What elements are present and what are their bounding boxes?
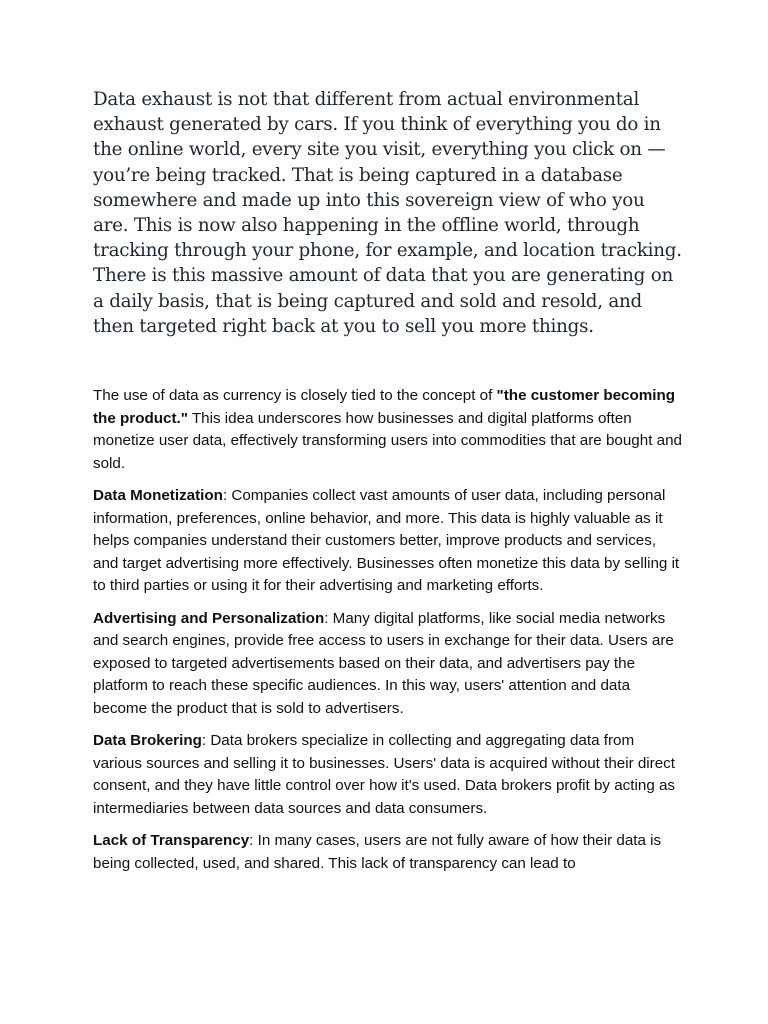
section-data-brokering <box>93 730 683 820</box>
section-text: : Many digital platforms, like social media networks and search engines, provide free access to users in exchange for their data. Users are exposed to targeted advertisements based on their data, and advertisers pay the platform to reach these specific audiences. In this way, users' attention and data become the product that is sold to advertisers. <box>93 609 674 717</box>
section-data-monetization <box>93 485 683 598</box>
intro-text-before: The use of data as currency is closely tied to the concept of <box>93 387 497 404</box>
intro-text-after: This idea underscores how businesses and digital platforms often monetize user data, effectively transforming users into commodities that are bought and sold. <box>93 409 682 472</box>
body-content <box>93 385 683 885</box>
section-text: : In many cases, users are not fully aware of how their data is being collected, used, and shared. This lack of transparency can lead to <box>93 832 662 872</box>
intro-paragraph <box>93 385 683 475</box>
section-term: Advertising and Personalization <box>93 609 325 627</box>
quote-paragraph: Data exhaust is not that different from actual environmental exhaust generated by cars. If you think of everything you do in the online world, every site you visit, everything you click on — you’re being tracked. That is being captured in a database somewhere and made up into this sovereign view of who you are. This is now also happening in the offline world, through tracking through your phone, for example, and location tracking. There is this massive amount of data that you are generating on a daily basis, that is being captured and sold and resold, and then targeted right back at you to sell you more things. <box>93 89 682 337</box>
intro-emphasis: "the customer becoming the product." <box>93 387 676 427</box>
section-advertising-personalization <box>93 608 683 721</box>
section-text: : Companies collect vast amounts of user data, including personal information, preferences, online behavior, and more. This data is highly valuable as it helps companies understand their customers better, improve products and services, and target advertising more effectively. Businesses often monetize this data by selling it to third parties or using it for their advertising and marketing efforts. <box>93 487 680 594</box>
section-term: Lack of Transparency <box>93 832 250 849</box>
section-term: Data Brokering <box>93 732 202 749</box>
section-term: Data Monetization <box>93 487 223 504</box>
section-text: : Data brokers specialize in collecting and aggregating data from various sources and selling it to businesses. Users' data is acquired without their direct consent, and they have little control over how it's used. Data brokers profit by acting as intermediaries between data sources and data consumers. <box>93 732 676 817</box>
section-lack-of-transparency <box>93 830 683 875</box>
